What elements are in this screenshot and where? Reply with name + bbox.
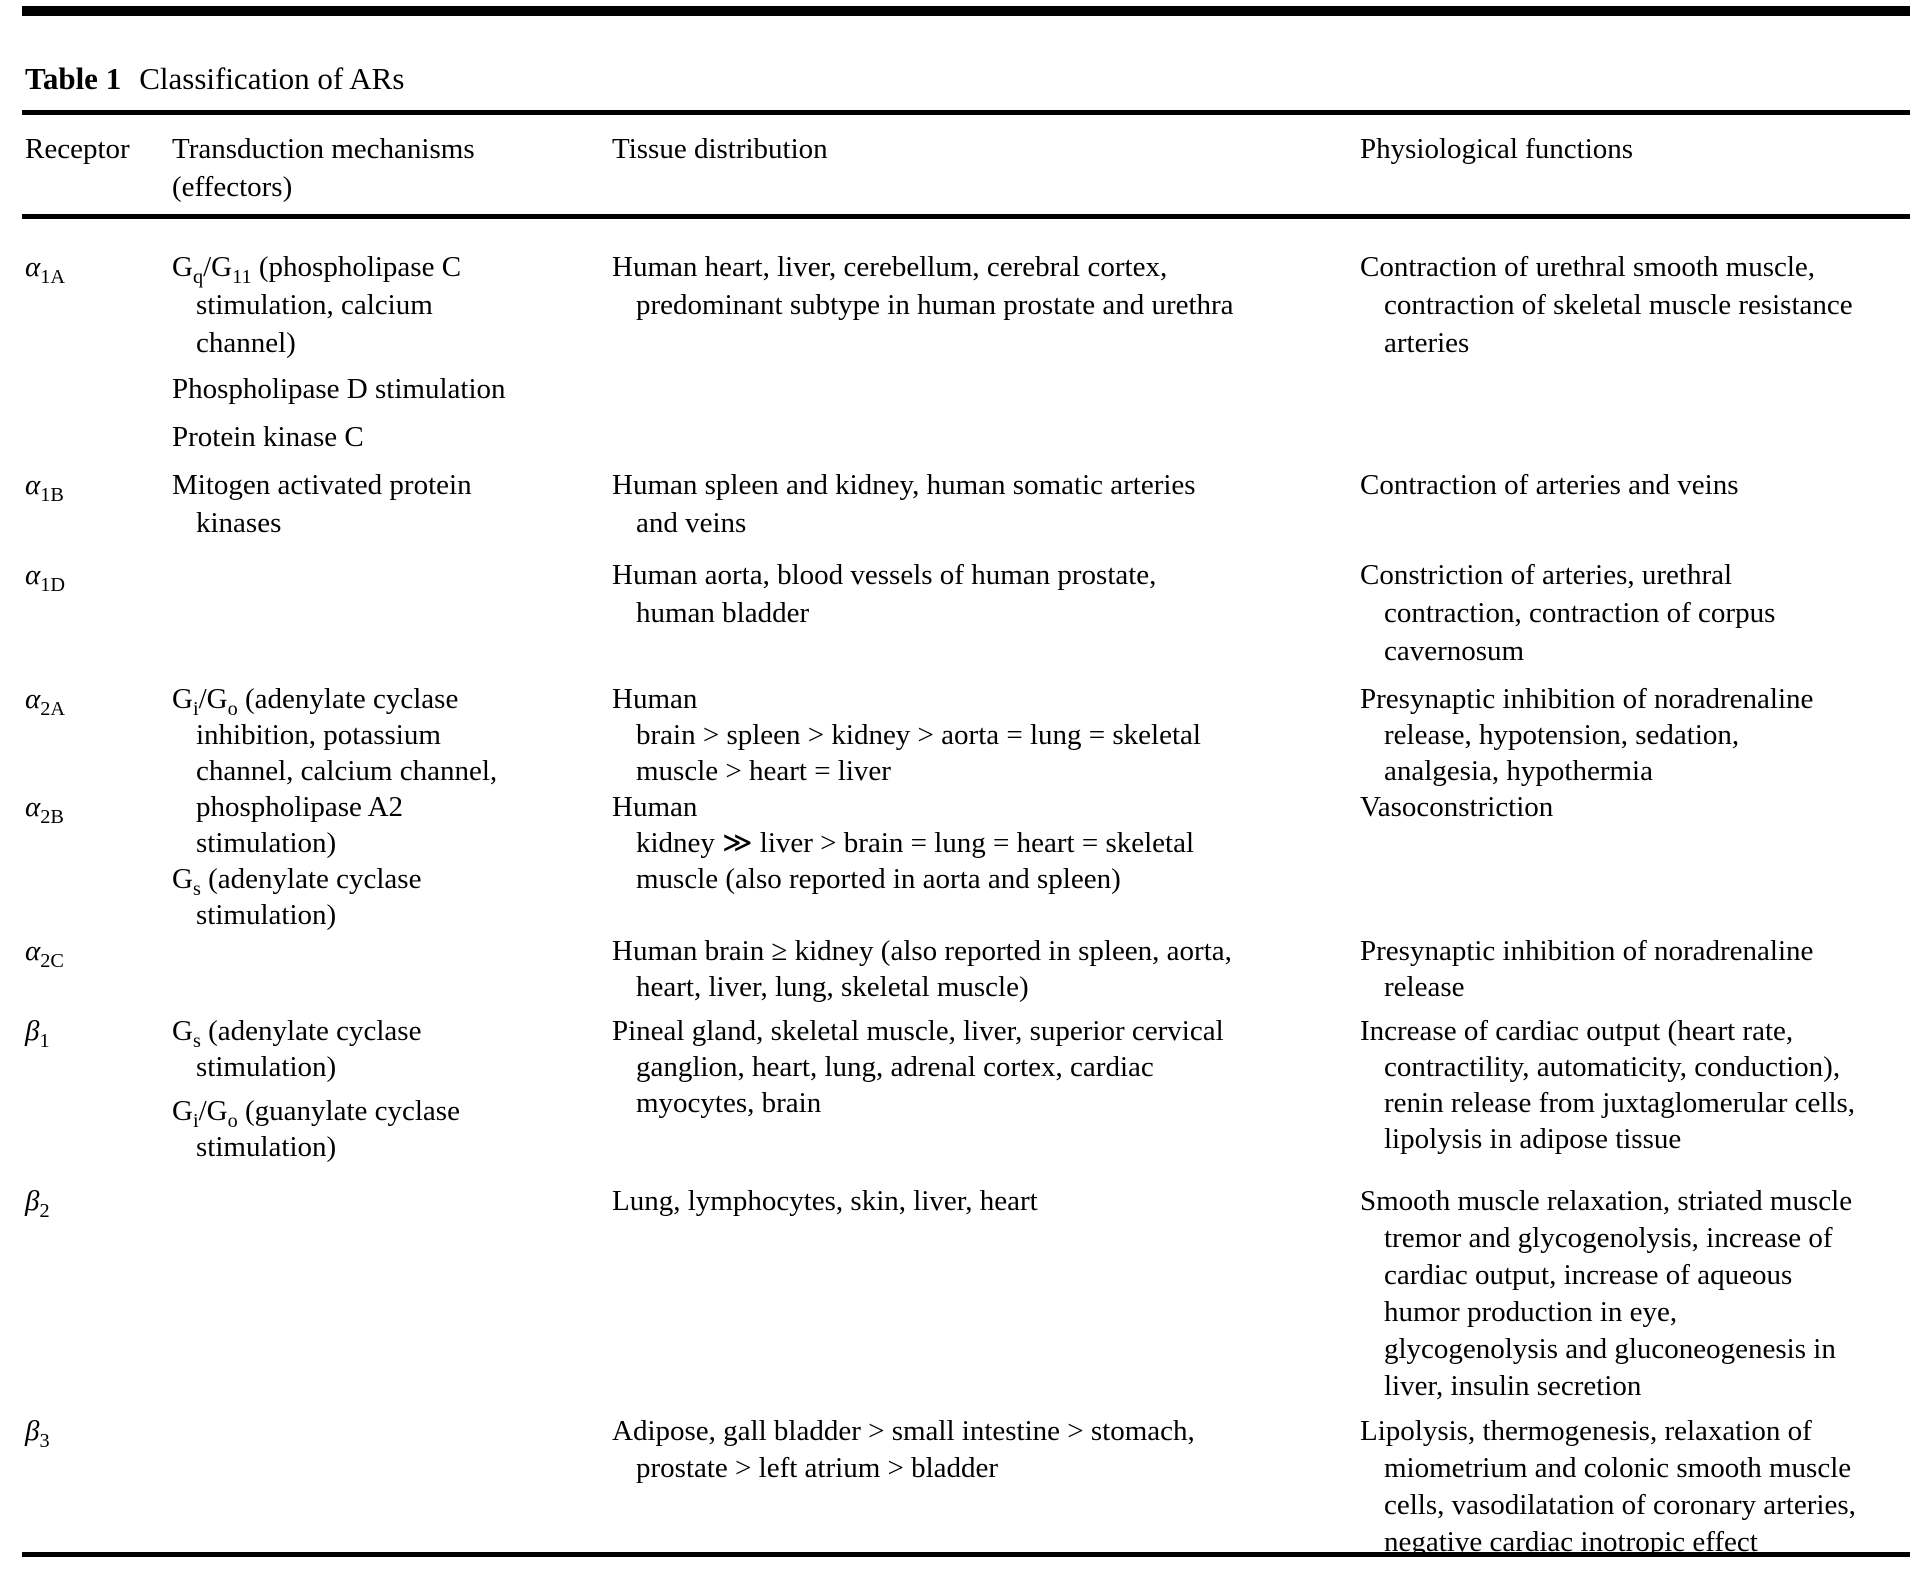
receptor-a2B-subscript: 2B [40, 805, 64, 828]
b1-transduction-entry1-line1: $G_s$ (adenylate cyclase [172, 1015, 422, 1052]
b3-tissue-line1: Adipose, gall bladder > small intestine > stomach, [612, 1415, 1195, 1447]
header-separator-rule [22, 214, 1910, 219]
b2-functions-line1: Smooth muscle relaxation, striated muscle [1360, 1185, 1853, 1217]
b3-tissue-line2: prostate > left atrium > bladder [636, 1452, 999, 1484]
receptor-b3-subscript: 3 [39, 1429, 50, 1452]
b1-functions-line1: Increase of cardiac output (heart rate, [1360, 1015, 1794, 1047]
a1D-functions-line2: contraction, contraction of corpus [1384, 597, 1776, 629]
a2C-functions-line2: release [1384, 971, 1465, 1003]
receptor-a2A-symbol: α [25, 683, 41, 715]
b1-functions-line2: contractility, automaticity, conduction), [1384, 1051, 1841, 1083]
a2A-transduction-entry2-line2: stimulation) [196, 899, 337, 931]
a1A-transduction-entry1-line1: $G_q/G_{11}$ (phospholipase C [172, 251, 462, 288]
b3-functions-line4: negative cardiac inotropic effect [1384, 1526, 1758, 1558]
table-caption-text: Classification of ARs [139, 61, 405, 96]
receptor-label-b1 [25, 1014, 50, 1052]
receptor-label-a1A [25, 250, 66, 288]
a2A-functions-line1: Presynaptic inhibition of noradrenaline [1360, 683, 1814, 715]
receptor-b3-symbol: β [25, 1415, 40, 1447]
a1A-transduction-entry2: Phospholipase D stimulation [172, 373, 506, 405]
receptor-a2C-symbol: α [25, 935, 41, 967]
b1-functions-line3: renin release from juxtaglomerular cells, [1384, 1087, 1856, 1119]
receptor-a2A-subscript: 2A [40, 697, 66, 720]
a1A-tissue-line1: Human heart, liver, cerebellum, cerebral cortex, [612, 251, 1168, 283]
a2A-functions-line2: release, hypotension, sedation, [1384, 719, 1740, 751]
a2C-tissue-line2: heart, liver, lung, skeletal muscle) [636, 971, 1029, 1003]
top-bar-rule [22, 6, 1910, 16]
a2A-transduction-entry1-line3: channel, calcium channel, [196, 755, 498, 787]
a1B-tissue-line2: and veins [636, 507, 747, 539]
a2A-transduction-entry1-line2: inhibition, potassium [196, 719, 441, 751]
receptor-label-b2 [25, 1184, 50, 1222]
b1-transduction-entry1-line2: stimulation) [196, 1051, 337, 1083]
b1-transduction-entry2-line1: $G_i/G_o$ (guanylate cyclase [172, 1095, 460, 1132]
a1A-transduction-entry3: Protein kinase C [172, 421, 364, 453]
caption-separator-rule [22, 110, 1910, 115]
a2C-tissue-line1: Human brain ≥ kidney (also reported in spleen, aorta, [612, 935, 1232, 967]
receptor-a1A-symbol: α [25, 251, 41, 283]
a2A-transduction-entry1-line1: $G_i/G_o$ (adenylate cyclase [172, 683, 459, 720]
a1A-transduction-entry1-line3: channel) [196, 327, 296, 359]
b2-functions-line4: humor production in eye, [1384, 1296, 1678, 1328]
receptor-a1D-symbol: α [25, 559, 41, 591]
b2-functions-line2: tremor and glycogenolysis, increase of [1384, 1222, 1833, 1254]
receptor-a1B-symbol: α [25, 469, 41, 501]
b1-functions-line4: lipolysis in adipose tissue [1384, 1123, 1682, 1155]
b2-functions-line5: glycogenolysis and gluconeogenesis in [1384, 1333, 1836, 1365]
a1B-transduction-entry1-line2: kinases [196, 507, 282, 539]
receptor-a2B-symbol: α [25, 791, 41, 823]
a2B-tissue-line2: kidney ≫ liver > brain = lung = heart = skeletal [636, 827, 1195, 859]
receptor-label-a2A [25, 682, 66, 720]
b2-tissue-line1: Lung, lymphocytes, skin, liver, heart [612, 1185, 1038, 1217]
b3-functions-line3: cells, vasodilatation of coronary arteries, [1384, 1489, 1856, 1521]
column-header-transduction-line2: (effectors) [172, 171, 293, 203]
a1D-functions-line1: Constriction of arteries, urethral [1360, 559, 1733, 591]
b3-functions-line2: miometrium and colonic smooth muscle [1384, 1452, 1852, 1484]
a2A-tissue-line2: brain > spleen > kidney > aorta = lung = skeletal [636, 719, 1201, 751]
receptor-b1-symbol: β [25, 1015, 40, 1047]
a1A-functions-line1: Contraction of urethral smooth muscle, [1360, 251, 1816, 283]
a1D-functions-line3: cavernosum [1384, 635, 1525, 667]
a1B-functions-line1: Contraction of arteries and veins [1360, 469, 1739, 501]
a2A-tissue-line3: muscle > heart = liver [636, 755, 891, 787]
a2B-functions-line1: Vasoconstriction [1360, 791, 1554, 823]
b1-tissue-line2: ganglion, heart, lung, adrenal cortex, cardiac [636, 1051, 1154, 1083]
b1-tissue-line3: myocytes, brain [636, 1087, 822, 1119]
a1A-functions-line2: contraction of skeletal muscle resistance [1384, 289, 1853, 321]
b2-functions-line3: cardiac output, increase of aqueous [1384, 1259, 1793, 1291]
a1D-tissue-line2: human bladder [636, 597, 810, 629]
a2B-tissue-line1: Human [612, 791, 698, 823]
a2A-tissue-line1: Human [612, 683, 698, 715]
b1-tissue-line1: Pineal gland, skeletal muscle, liver, superior cervical [612, 1015, 1224, 1047]
receptor-b1-subscript: 1 [39, 1029, 50, 1052]
a2A-transduction-entry1-line5: stimulation) [196, 827, 337, 859]
receptor-a1B-subscript: 1B [40, 483, 64, 506]
a2B-tissue-line3: muscle (also reported in aorta and spleen) [636, 863, 1121, 895]
a2C-functions-line1: Presynaptic inhibition of noradrenaline [1360, 935, 1814, 967]
b1-transduction-entry2-line2: stimulation) [196, 1131, 337, 1163]
table-caption-label: Table 1 [25, 61, 122, 96]
a1B-tissue-line1: Human spleen and kidney, human somatic arteries [612, 469, 1196, 501]
receptor-b2-subscript: 2 [39, 1199, 50, 1222]
a1B-transduction-entry1-line1: Mitogen activated protein [172, 469, 472, 501]
receptor-a1A-subscript: 1A [40, 265, 66, 288]
a1A-transduction-entry1-line2: stimulation, calcium [196, 289, 433, 321]
receptor-label-a2C [25, 934, 64, 972]
column-header-receptor: Receptor [25, 133, 130, 165]
receptor-a1D-subscript: 1D [40, 573, 66, 596]
a1A-functions-line3: arteries [1384, 327, 1470, 359]
receptor-label-b3 [25, 1414, 50, 1452]
b2-functions-line6: liver, insulin secretion [1384, 1370, 1642, 1402]
column-header-transduction-line1: Transduction mechanisms [172, 133, 475, 165]
a1A-tissue-line2: predominant subtype in human prostate and urethra [636, 289, 1234, 321]
a2A-functions-line3: analgesia, hypothermia [1384, 755, 1653, 787]
column-header-tissue: Tissue distribution [612, 133, 828, 165]
receptor-label-a2B [25, 790, 64, 828]
receptor-label-a1B [25, 468, 64, 506]
column-header-functions: Physiological functions [1360, 133, 1634, 165]
receptor-a2C-subscript: 2C [40, 949, 64, 972]
a2A-transduction-entry1-line4: phospholipase A2 [196, 791, 404, 823]
b3-functions-line1: Lipolysis, thermogenesis, relaxation of [1360, 1415, 1812, 1447]
a2A-transduction-entry2-line1: $G_s$ (adenylate cyclase [172, 863, 422, 900]
receptor-label-a1D [25, 558, 66, 596]
table-caption [25, 62, 404, 96]
a1D-tissue-line1: Human aorta, blood vessels of human prostate, [612, 559, 1157, 591]
receptor-b2-symbol: β [25, 1185, 40, 1217]
